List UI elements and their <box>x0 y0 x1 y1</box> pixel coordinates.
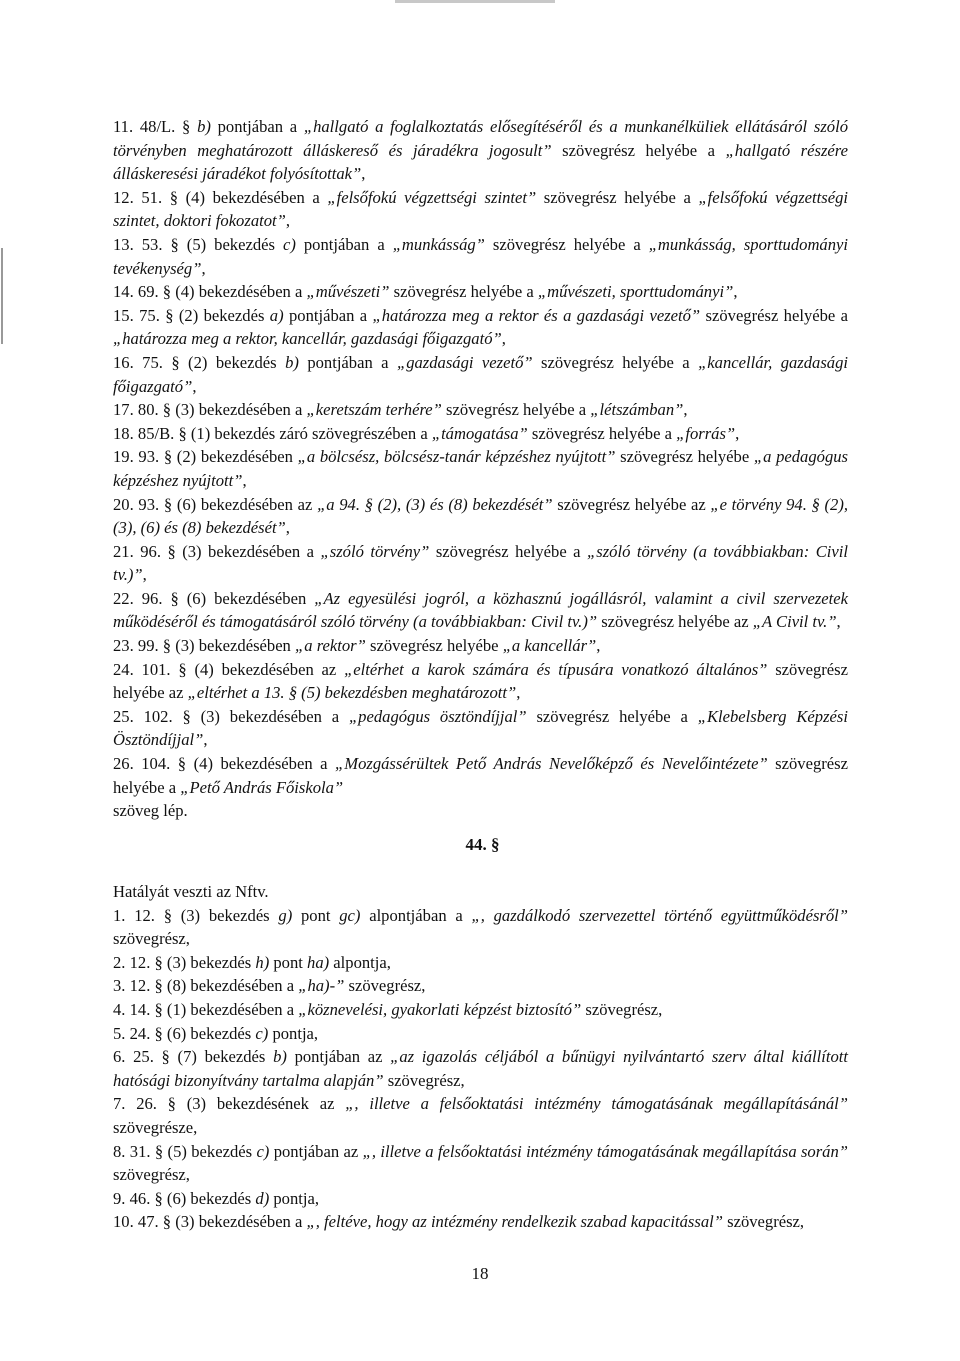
body-text: 7. 26. § (3) bekezdésének az <box>113 1094 346 1114</box>
list-item <box>113 398 848 422</box>
quoted-text: „eltérhet a karok számára és típusára vonatkozó általános” <box>344 659 768 679</box>
repeal-list <box>113 904 848 1234</box>
body-text: 12. 51. § (4) bekezdésében a <box>113 187 328 207</box>
list-item <box>113 540 848 587</box>
body-text: 15. 75. § (2) bekezdés <box>113 305 270 325</box>
body-text: szövegrész, <box>113 929 190 949</box>
quoted-text: „határozza meg a rektor és a gazdasági vezető” <box>372 305 701 325</box>
quoted-text: g) <box>278 905 293 925</box>
body-text: szövegrész, <box>581 999 663 1019</box>
quoted-text: „művészeti” <box>306 282 390 302</box>
body-text: pontjában a <box>210 117 304 136</box>
quoted-text: „, gazdálkodó szervezettel történő együttműködésről” <box>471 905 848 925</box>
body-text: , <box>201 258 206 278</box>
body-text: 17. 80. § (3) bekezdésében a <box>113 400 307 420</box>
quoted-text: b) <box>273 1047 287 1067</box>
body-text: , <box>516 683 521 703</box>
body-text: szövegrész helyébe az <box>113 659 848 703</box>
body-text: 2. 12. § (3) bekezdés <box>113 952 256 972</box>
body-text: 9. 46. § (6) bekezdés <box>113 1188 256 1208</box>
body-text: , <box>596 636 601 656</box>
body-text: , <box>501 329 506 349</box>
quoted-text: „a kancellár” <box>502 636 597 656</box>
body-text: szövegrész, <box>722 1212 805 1232</box>
body-text: alpontja, <box>329 952 391 972</box>
quoted-text: „a rektor” <box>295 636 366 656</box>
quoted-text: c) <box>282 234 296 254</box>
quoted-text: „az igazolás céljából a bűnügyi nyilvántartó szerv által kiállított hatósági bizonyítvány tartalma alapján” <box>113 1047 849 1090</box>
quoted-text: „A Civil tv.” <box>752 612 837 632</box>
list-item <box>113 186 848 233</box>
quoted-text: „munkásság” <box>392 234 485 254</box>
quoted-text: ha) <box>307 952 330 972</box>
body-text: 20. 93. § (6) bekezdésében az <box>113 494 318 514</box>
quoted-text: „felsőfokú végzettségi szintet, doktori fokozatot” <box>113 187 848 231</box>
body-text: pontjában az <box>269 1141 363 1161</box>
list-item <box>113 1092 848 1139</box>
list-item <box>113 304 848 351</box>
body-text: szövegrész helyébe a <box>536 187 699 207</box>
body-text: , <box>361 164 366 184</box>
body-text: , <box>733 282 738 302</box>
quoted-text: c) <box>255 1023 269 1043</box>
body-text: szövegrész helyébe <box>365 636 503 656</box>
body-text: pontjában a <box>283 305 373 325</box>
body-text: szövegrész helyébe a <box>389 282 538 302</box>
quoted-text: „, feltéve, hogy az intézmény rendelkezik szabad kapacitással” <box>306 1212 723 1232</box>
body-text: pont <box>292 905 340 925</box>
body-text: szövegrész helyébe a <box>484 234 649 254</box>
quoted-text: „hallgató a foglalkoztatás elősegítéséről és a munkanélküliek ellátásáról szóló törvényben meghatározott álláskereső és járadékra jogosult” <box>113 117 848 160</box>
amendment-list <box>113 115 848 823</box>
list-item <box>113 951 848 975</box>
list-item <box>113 658 848 705</box>
body-text: szövegrész, <box>383 1070 465 1090</box>
body-text: szövegrész helyébe a <box>527 423 677 443</box>
list-item <box>113 422 848 446</box>
body-text: 24. 101. § (4) bekezdésében az <box>113 659 345 679</box>
body-text: 5. 24. § (6) bekezdés <box>113 1023 256 1043</box>
body-text: szövegrész helyébe a <box>429 541 588 561</box>
quoted-text: „szóló törvény” <box>320 541 430 561</box>
list-item <box>113 904 848 951</box>
page-number: 18 <box>471 1264 489 1283</box>
body-text: pontjában a <box>295 234 393 254</box>
body-text: 18. 85/B. § (1) bekezdés záró szövegrészében a <box>113 423 432 443</box>
quoted-text: „Klebelsberg Képzési Ösztöndíjjal” <box>113 706 848 750</box>
quoted-text: „Pető András Főiskola” <box>180 777 344 797</box>
body-text: 1. 12. § (3) bekezdés <box>113 905 279 925</box>
list-item <box>113 1022 848 1046</box>
body-text: szövegrész helyébe a <box>700 305 849 325</box>
quoted-text: c) <box>256 1141 270 1161</box>
quoted-text: „Az egyesülési jogról, a közhasznú jogállásról, valamint a civil szervezetek működéséről és támogatásáról szóló törvény (a továbbiakban: Civil tv.)” <box>113 588 848 632</box>
body-text: szövegrész helyébe a <box>526 706 698 726</box>
quoted-text: „művészeti, sporttudományi” <box>537 282 734 302</box>
quoted-text: h) <box>255 952 270 972</box>
quoted-text: „, illetve a felsőoktatási intézmény támogatásának megállapítása során” <box>362 1141 849 1161</box>
body-text: , <box>192 376 197 396</box>
list-item <box>113 351 848 398</box>
scan-top-mark <box>395 0 555 3</box>
list-item <box>113 1140 848 1187</box>
quoted-text: „ha)-” <box>298 976 345 996</box>
list-item <box>113 280 848 304</box>
quoted-text: „a pedagógus képzéshez nyújtott” <box>113 447 848 490</box>
list-item <box>113 587 848 634</box>
quoted-text: d) <box>255 1188 270 1208</box>
quoted-text: gc) <box>339 905 361 925</box>
body-text: szövegrész, <box>113 1165 190 1185</box>
body-text: szövegrész helyébe <box>615 447 754 467</box>
body-text: 14. 69. § (4) bekezdésében a <box>113 282 307 302</box>
quoted-text: „gazdasági vezető” <box>396 352 533 372</box>
list-item <box>113 445 848 492</box>
section-title: 44. § <box>465 835 500 854</box>
body-text: , <box>142 565 147 585</box>
quoted-text: „köznevelési, gyakorlati képzést biztosító” <box>298 999 582 1019</box>
quoted-text: „támogatása” <box>431 423 528 443</box>
intro-line: Hatályát veszti az Nftv. <box>113 882 269 901</box>
body-text: 26. 104. § (4) bekezdésében a <box>113 754 336 774</box>
list-item <box>113 233 848 280</box>
list-item <box>113 752 848 799</box>
repeal-section <box>113 880 848 1234</box>
quoted-text: „Mozgássérültek Pető András Nevelőképző és Nevelőintézete” <box>335 754 768 774</box>
quoted-text: a) <box>269 305 284 325</box>
list-item <box>113 705 848 752</box>
body-text: pontja, <box>268 1023 319 1043</box>
quoted-text: „, illetve a felsőoktatási intézmény támogatásának megállapításánál” <box>345 1094 849 1114</box>
body-text: szövegrész helyébe a <box>551 140 726 160</box>
body-text: 11. 48/L. § <box>113 117 198 136</box>
list-item <box>113 493 848 540</box>
body-text: szövegrész helyébe a <box>532 352 699 372</box>
list-item <box>113 1187 848 1211</box>
body-text: szövegrész helyébe az <box>597 612 753 632</box>
body-text: , <box>683 400 688 420</box>
body-text: 22. 96. § (6) bekezdésében <box>113 588 315 608</box>
body-text: pont <box>269 952 308 972</box>
body-text: 13. 53. § (5) bekezdés <box>113 234 283 254</box>
body-text: 6. 25. § (7) bekezdés <box>113 1047 274 1067</box>
scan-edge-mark <box>1 248 3 344</box>
body-text: szövegrész helyébe a <box>441 400 591 420</box>
list-item <box>113 1045 848 1092</box>
quoted-text: b) <box>285 352 299 372</box>
body-text: , <box>285 211 291 231</box>
quoted-text: „kancellár, gazdasági főigazgató” <box>113 352 849 396</box>
body-text: , <box>735 423 740 443</box>
quoted-text: „a bölcsész, bölcsész-tanár képzéshez nyújtott” <box>297 447 616 467</box>
quoted-text: „határozza meg a rektor, kancellár, gazdasági főigazgató” <box>113 329 502 349</box>
body-text: , <box>203 730 208 750</box>
quoted-text: „pedagógus ösztöndíjjal” <box>348 706 527 726</box>
body-text: 16. 75. § (2) bekezdés <box>113 352 286 372</box>
quoted-text: „munkásság, sporttudományi tevékenység” <box>113 234 849 278</box>
body-text: , <box>242 470 247 490</box>
quoted-text: „felsőfokú végzettségi szintet” <box>327 187 537 207</box>
body-text: pontja, <box>269 1188 319 1208</box>
list-item <box>113 115 848 186</box>
body-text: 3. 12. § (8) bekezdésében a <box>113 976 299 996</box>
body-text: szövegrész helyébe a <box>113 754 848 797</box>
closing-line: szöveg lép. <box>113 801 188 821</box>
body-text: , <box>285 518 290 538</box>
body-text: 4. 14. § (1) bekezdésében a <box>113 999 299 1019</box>
body-text: szövegrész helyébe az <box>552 494 711 514</box>
body-text: 10. 47. § (3) bekezdésében a <box>113 1212 307 1232</box>
body-text: 21. 96. § (3) bekezdésében a <box>113 541 321 561</box>
body-text: 25. 102. § (3) bekezdésében a <box>113 706 349 726</box>
quoted-text: „a 94. § (2), (3) és (8) bekezdését” <box>317 494 553 514</box>
list-item <box>113 998 848 1022</box>
body-text: 19. 93. § (2) bekezdésében <box>113 447 298 467</box>
quoted-text: „e törvény 94. § (2), (3), (6) és (8) bekezdését” <box>113 494 849 538</box>
quoted-text: „szóló törvény (a továbbiakban: Civil tv.)” <box>113 541 848 585</box>
body-text: , <box>836 612 841 632</box>
list-item <box>113 1210 848 1234</box>
body-text: pontjában a <box>298 352 397 372</box>
body-text: alpontjában a <box>360 905 472 925</box>
body-text: szövegrész, <box>344 976 426 996</box>
quoted-text: „létszámban” <box>590 400 684 420</box>
quoted-text: „hallgató részére álláskeresési járadékot folyósítottak” <box>113 140 848 184</box>
quoted-text: „eltérhet a 13. § (5) bekezdésben meghatározott” <box>187 683 517 703</box>
list-item <box>113 974 848 998</box>
quoted-text: „keretszám terhére” <box>306 400 442 420</box>
quoted-text: b) <box>197 117 211 136</box>
list-item <box>113 634 848 658</box>
body-text: pontjában az <box>286 1047 391 1067</box>
body-text: 8. 31. § (5) bekezdés <box>113 1141 257 1161</box>
body-text: szövegrésze, <box>113 1117 198 1137</box>
body-text: 23. 99. § (3) bekezdésében <box>113 636 296 656</box>
quoted-text: „forrás” <box>676 423 736 443</box>
